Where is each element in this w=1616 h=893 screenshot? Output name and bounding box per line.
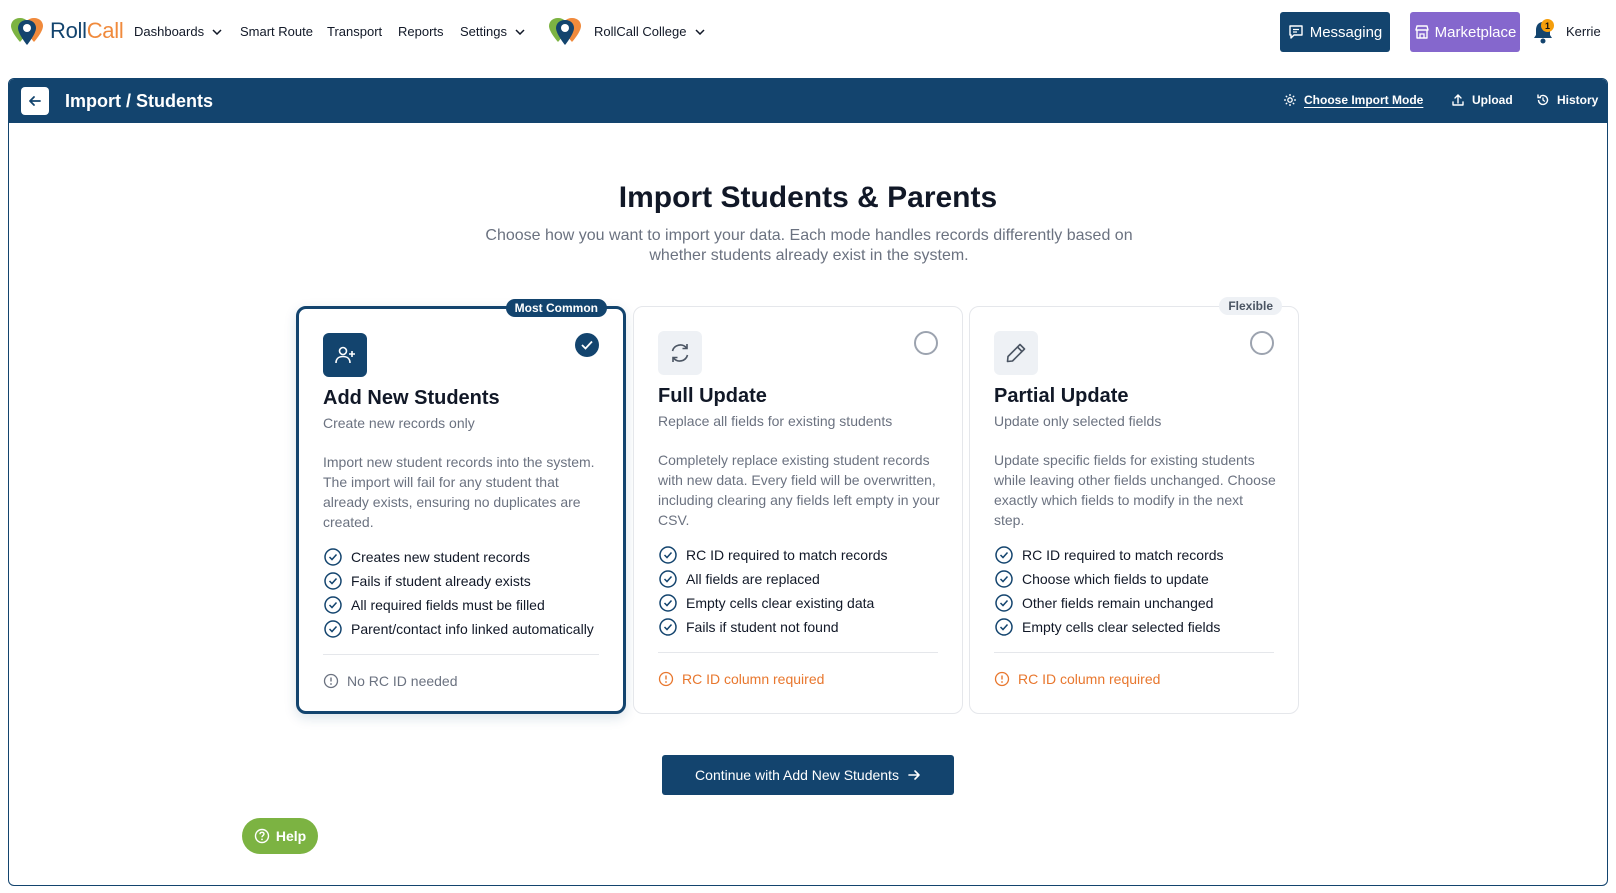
user-plus-icon [333,343,357,367]
card-title: Partial Update [994,385,1129,407]
check-circle-icon [323,619,343,639]
feature-text: RC ID required to match records [686,547,888,563]
nav-reports-label: Reports [398,24,444,39]
card-subtitle: Create new records only [323,415,475,431]
import-frame [8,78,1608,886]
logo-text: RollCall [50,18,124,43]
check-circle-icon [994,593,1014,613]
marketplace-label: Marketplace [1434,23,1517,41]
arrow-left-icon [28,94,42,108]
check-circle-icon [658,569,678,589]
rollcall-logo[interactable] [10,16,123,46]
location-pins-icon [10,16,46,46]
feature-text: Fails if student not found [686,619,839,635]
history-link[interactable] [1536,93,1598,107]
card-subtitle: Update only selected fields [994,413,1162,429]
card-title: Full Update [658,385,767,407]
check-circle-icon [323,595,343,615]
nav-reports[interactable] [398,24,444,39]
check-circle-icon [323,571,343,591]
chat-bubble-icon [1288,24,1304,40]
org-selector[interactable] [594,24,705,39]
card-footer-note [323,673,458,689]
messaging-button[interactable] [1280,12,1390,52]
mode-card-add-new[interactable] [296,301,626,714]
nav-transport-label: Transport [327,24,383,39]
check-circle-icon [994,569,1014,589]
messaging-label: Messaging [1309,23,1383,41]
check-icon [581,340,593,350]
history-icon [1536,93,1550,107]
arrow-right-icon [907,768,921,782]
user-name[interactable]: Kerrie [1566,24,1601,39]
continue-button[interactable] [662,755,954,795]
mode-radio-selected[interactable] [575,333,599,357]
mode-radio[interactable] [914,331,938,355]
gear-icon [1283,93,1297,107]
feature-text: Parent/contact info linked automatically [351,621,594,637]
check-circle-icon [994,617,1014,637]
card-description: Update specific fields for existing students while leaving other fields unchanged. Choose exactly which fields to modify in the next step. [994,452,1276,528]
main-title: Import Students & Parents [618,181,998,214]
top-navbar [0,0,1616,64]
refresh-icon [668,341,692,365]
card-footer-warning [994,671,1160,687]
help-label: Help [275,828,307,844]
upload-icon [1451,93,1465,107]
page-header [9,79,1607,123]
most-common-badge: Most Common [506,299,607,317]
check-circle-icon [658,617,678,637]
pencil-icon [1004,341,1028,365]
marketplace-button[interactable] [1410,12,1520,52]
flexible-badge: Flexible [1219,297,1282,315]
nav-dashboards-label: Dashboards [134,24,205,39]
feature-text: Choose which fields to update [1022,571,1209,587]
question-circle-icon [254,828,270,844]
card-icon-box [994,331,1038,375]
feature-text: All fields are replaced [686,571,820,587]
feature-item [323,545,613,569]
org-name: RollCall College [594,24,687,39]
card-footer-warning [658,671,824,687]
feature-item [994,543,1284,567]
feature-text: Other fields remain unchanged [1022,595,1214,611]
feature-text: All required fields must be filled [351,597,545,613]
feature-item [658,591,948,615]
store-icon [1414,24,1430,40]
feature-item [994,567,1284,591]
feature-list [658,543,948,639]
card-subtitle: Replace all fields for existing students [658,413,893,429]
check-circle-icon [658,545,678,565]
feature-item [323,617,613,641]
card-divider [994,652,1274,653]
main-subtitle: Choose how you want to import your data. Each mode handles records differently based on whether students already exist in the system. [485,227,1133,264]
feature-text: Fails if student already exists [351,573,531,589]
card-description: Import new student records into the system. The import will fail for any student that already exists, ensuring no duplicates are created. [323,454,595,530]
mode-card-full-update[interactable] [633,306,963,714]
nav-settings-label: Settings [460,24,507,39]
card-title: Add New Students [323,387,500,409]
card-divider [323,654,599,655]
nav-transport[interactable] [327,24,382,39]
page-title: Import / Students [65,91,213,111]
card-footer-text: RC ID column required [1018,671,1161,687]
feature-text: RC ID required to match records [1022,547,1224,563]
nav-dashboards[interactable] [134,24,222,39]
card-icon-box [323,333,367,377]
feature-list [323,545,613,641]
feature-text: Empty cells clear existing data [686,595,875,611]
card-footer-text: No RC ID needed [347,673,458,689]
nav-smart-route-label: Smart Route [240,24,313,39]
check-circle-icon [658,593,678,613]
chevron-down-icon [212,29,222,35]
info-circle-icon [323,673,339,689]
feature-item [658,615,948,639]
alert-circle-icon [994,671,1010,687]
card-footer-text: RC ID column required [682,671,825,687]
feature-list [994,543,1284,639]
card-description: Completely replace existing student records with new data. Every field will be overwritten, including clearing any fields left empty in your CSV. [658,452,940,528]
upload-link[interactable] [1451,93,1513,107]
mode-radio[interactable] [1250,331,1274,355]
help-button[interactable] [242,818,318,854]
history-label: History [1557,93,1599,107]
feature-item [323,569,613,593]
mode-card-partial-update[interactable] [969,299,1299,714]
check-circle-icon [323,547,343,567]
feature-item [323,593,613,617]
nav-smart-route[interactable] [240,24,313,39]
feature-text: Creates new student records [351,549,530,565]
feature-text: Empty cells clear selected fields [1022,619,1221,635]
continue-label: Continue with Add New Students [695,767,899,783]
choose-import-mode-label: Choose Import Mode [1304,93,1424,107]
feature-item [658,543,948,567]
chevron-down-icon [515,29,525,35]
card-divider [658,652,938,653]
feature-item [658,567,948,591]
feature-item [994,591,1284,615]
notification-badge: 1 [1541,19,1554,32]
feature-item [994,615,1284,639]
check-circle-icon [994,545,1014,565]
location-pins-icon [548,16,584,46]
choose-import-mode-link[interactable] [1283,93,1423,107]
alert-circle-icon [658,671,674,687]
org-logo [548,16,584,51]
card-icon-box [658,331,702,375]
back-button[interactable] [21,87,49,115]
upload-label: Upload [1472,93,1513,107]
nav-settings[interactable] [460,24,525,39]
chevron-down-icon [695,29,705,35]
